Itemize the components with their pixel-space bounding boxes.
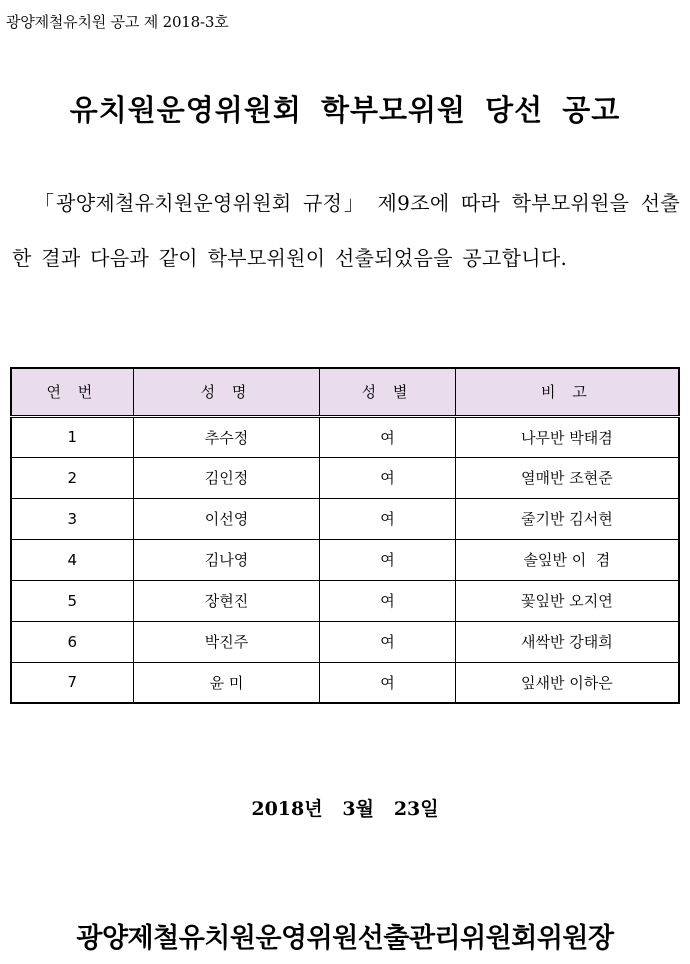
issuer-signature: 광양제철유치원운영위원선출관리위원회위원장: [76, 923, 614, 954]
table-row: [11, 457, 679, 498]
cell-name: 추수정: [133, 416, 320, 457]
table-row: [11, 662, 679, 703]
table-header-row: [11, 368, 679, 416]
cell-gender: 여: [320, 457, 455, 498]
cell-remarks: 꽃잎반 오지연: [455, 580, 679, 621]
header-gender: 성 별: [320, 368, 455, 416]
header-serial-number: 연 번: [11, 368, 133, 416]
cell-remarks: 줄기반 김서현: [455, 498, 679, 539]
cell-serial-number: 1: [11, 416, 133, 457]
cell-serial-number: 3: [11, 498, 133, 539]
cell-gender: 여: [320, 498, 455, 539]
table-body: [11, 416, 679, 703]
cell-gender: 여: [320, 416, 455, 457]
cell-serial-number: 2: [11, 457, 133, 498]
cell-name: 박진주: [133, 621, 320, 662]
table-row: [11, 416, 679, 457]
cell-serial-number: 7: [11, 662, 133, 703]
cell-name: 이선영: [133, 498, 320, 539]
table-row: [11, 621, 679, 662]
announcement-date: 2018년 3월 23일: [251, 798, 439, 820]
header-remarks: 비 고: [455, 368, 679, 416]
table-row: [11, 539, 679, 580]
cell-gender: 여: [320, 662, 455, 703]
notice-number: 광양제철유치원 공고 제 2018-3호: [6, 13, 229, 31]
announcement-body: 「광양제철유치원운영위원회 규정」 제9조에 따라 학부모위원을 선출한 결과 다음과 같이 학부모위원이 선출되었음을 공고합니다.: [12, 191, 680, 270]
cell-name: 장현진: [133, 580, 320, 621]
cell-remarks: 열매반 조현준: [455, 457, 679, 498]
cell-serial-number: 4: [11, 539, 133, 580]
cell-name: 김나영: [133, 539, 320, 580]
cell-gender: 여: [320, 621, 455, 662]
cell-gender: 여: [320, 580, 455, 621]
cell-gender: 여: [320, 539, 455, 580]
table-row: [11, 498, 679, 539]
cell-remarks: 잎새반 이하은: [455, 662, 679, 703]
cell-remarks: 새싹반 강태희: [455, 621, 679, 662]
cell-name: 윤 미: [133, 662, 320, 703]
cell-name: 김인정: [133, 457, 320, 498]
document-title: 유치원운영위원회 학부모위원 당선 공고: [69, 93, 621, 127]
cell-serial-number: 5: [11, 580, 133, 621]
elected-members-table: [10, 367, 680, 704]
cell-serial-number: 6: [11, 621, 133, 662]
table-header: [11, 368, 679, 416]
header-name: 성 명: [133, 368, 320, 416]
table-row: [11, 580, 679, 621]
cell-remarks: 솔잎반 이 겸: [455, 539, 679, 580]
cell-remarks: 나무반 박태겸: [455, 416, 679, 457]
